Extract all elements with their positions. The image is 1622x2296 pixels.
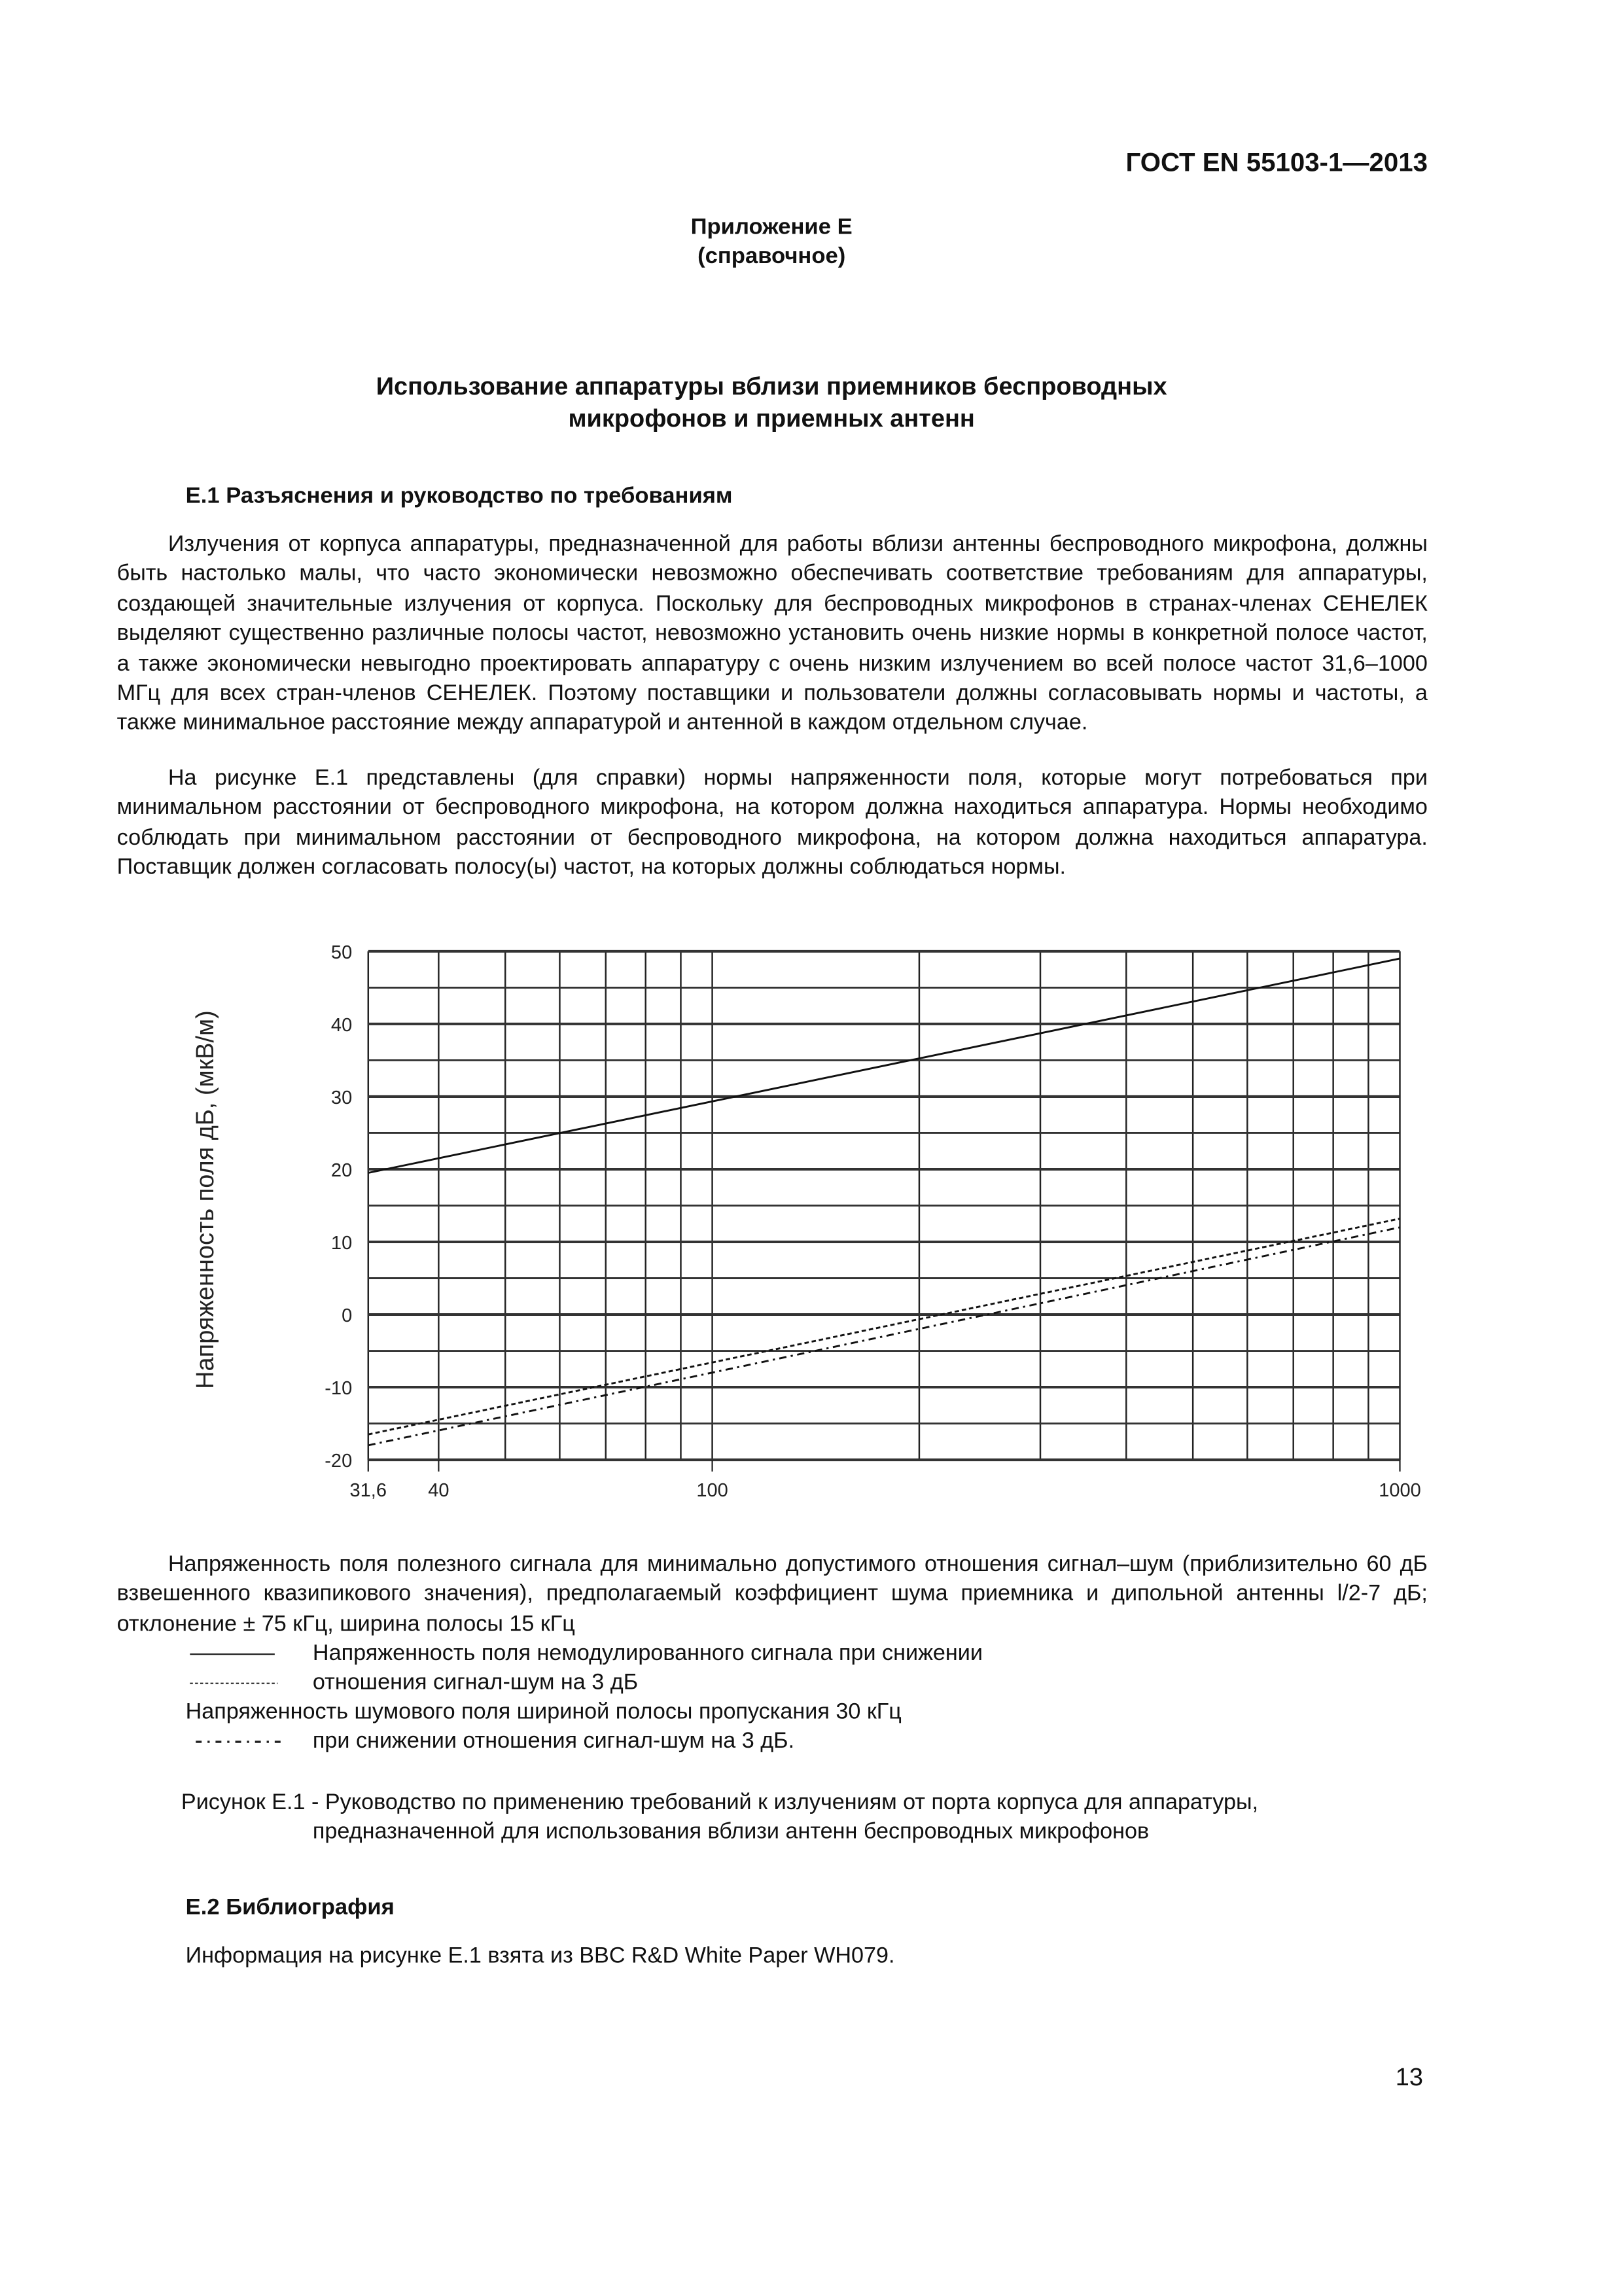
y-tick-label: 50 — [330, 942, 353, 964]
figure-e1-chart — [161, 921, 1432, 1520]
e1-heading: E.1 Разъяснения и руководство по требованиям — [185, 484, 733, 509]
legend-text-4: при снижении отношения сигнал-шум на 3 дБ. — [312, 1728, 795, 1754]
series-line-dashed — [368, 1218, 1400, 1434]
y-tick-label: 40 — [330, 1015, 353, 1036]
legend-text-3: Напряженность шумового поля шириной полосы пропускания 30 кГц — [185, 1699, 902, 1725]
document-id: ГОСТ EN 55103-1—2013 — [1125, 147, 1428, 177]
legend-text-1: Напряженность поля немодулированного сигнала при снижении — [312, 1640, 983, 1666]
e2-heading: E.2 Библиография — [185, 1895, 395, 1920]
y-axis-label: Напряженность поля дБ, (мкВ/м) — [192, 1010, 220, 1389]
e2-text: Информация на рисунке E.1 взята из BBC R&D White Paper WH079. — [185, 1943, 895, 1969]
chart-ticks — [325, 942, 1420, 1501]
legend-text-2: отношения сигнал-шум на 3 дБ — [312, 1670, 639, 1695]
x-tick-label: 31,6 — [349, 1479, 387, 1501]
y-tick-label: -20 — [325, 1451, 353, 1472]
figure-note: Напряженность поля полезного сигнала для минимально допустимого отношения сигнал–шум (приблизительно 60 дБ взвешенного квазипикового значения), предполагаемый коэффициент шума приемника и дипольной антенны l/2-7 дБ; отклонение ± 75 кГц, ширина полосы 15 кГц — [116, 1551, 1428, 1636]
e1-paragraph-2: На рисунке E.1 представлены (для справки) нормы напряженности поля, которые могут потребоваться при минимальном расстоянии от беспроводного микрофона, на котором должна находиться аппаратура. Нормы необходимо соблюдать при минимальном расстоянии от беспроводного микрофона, на котором должна находиться аппаратура. Поставщик должен согласовать полосу(ы) частот, на которых должны соблюдаться нормы. — [116, 766, 1428, 880]
x-tick-label: 1000 — [1379, 1479, 1421, 1501]
e1-paragraph-1: Излучения от корпуса аппаратуры, предназначенной для работы вблизи антенны беспроводного микрофона, должны быть настолько малы, что часто экономически невозможно обеспечивать соответствие требованиям для аппаратуры, создающей значительные излучения от корпуса. Поскольку для беспроводных микрофонов в странах-членах СЕНЕЛЕК выделяют существенно различные полосы частот, невозможно установить очень низкие нормы в конкретной полосе частот, а также экономически невыгодно проектировать аппаратуру с очень низким излучением во всей полосе частот 31,6–1000 МГц для всех стран-членов СЕНЕЛЕК. Поэтому поставщики и пользователи должны согласовывать нормы и частоты, а также минимальное расстояние между аппаратурой и антенной в каждом отдельном случае. — [116, 531, 1428, 736]
legend-swatches — [187, 1642, 289, 1744]
annex-heading — [0, 213, 1543, 272]
y-tick-label: 0 — [342, 1305, 353, 1327]
section-title-line: микрофонов и приемных антенн — [568, 404, 975, 433]
y-tick-label: -10 — [325, 1378, 353, 1400]
y-tick-label: 10 — [330, 1233, 353, 1254]
x-tick-label: 40 — [428, 1479, 450, 1501]
figure-caption — [181, 1789, 1258, 1848]
caption-line: предназначенной для использования вблизи антенн беспроводных микрофонов — [312, 1820, 1150, 1845]
y-tick-label: 30 — [330, 1087, 353, 1109]
series-line-solid — [368, 959, 1400, 1173]
x-tick-label: 100 — [696, 1479, 728, 1501]
series-line-dashdot — [368, 1227, 1400, 1445]
section-title-line: Использование аппаратуры вблизи приемников беспроводных — [376, 372, 1167, 400]
annex-title: Приложение E — [690, 215, 853, 240]
caption-line: Рисунок E.1 - Руководство по применению требований к излучениям от порта корпуса для аппаратуры, — [181, 1790, 1259, 1815]
annex-type: (справочное) — [697, 243, 846, 269]
chart-series — [368, 959, 1400, 1445]
section-title — [0, 371, 1543, 435]
page-number: 13 — [1395, 2063, 1424, 2091]
chart-grid — [368, 951, 1400, 1460]
y-tick-label: 20 — [330, 1160, 353, 1182]
